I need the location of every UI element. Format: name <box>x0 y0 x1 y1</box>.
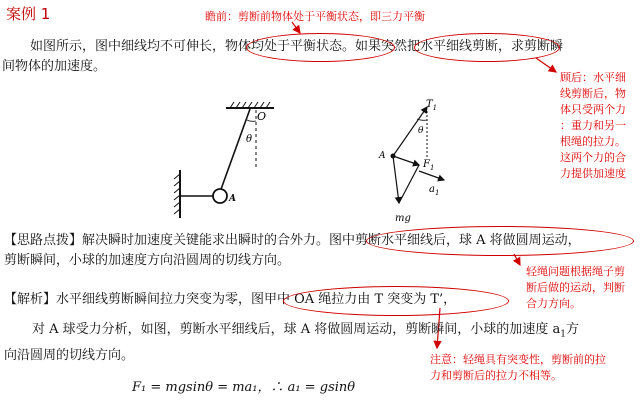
arrow-right-note-1 <box>536 58 556 72</box>
string-oa <box>220 109 253 192</box>
problem-line-2: 间物体的加速度。 <box>2 59 107 74</box>
resultant-f1-arrow <box>393 156 419 165</box>
note-sudden-change: 注意：轻绳具有突变性，剪断前的拉 力和剪断后的拉力不相等。 <box>430 353 606 382</box>
label-force-theta: θ <box>418 126 424 136</box>
highlight-oval-circular-motion <box>366 226 634 256</box>
theta-arc <box>247 120 256 121</box>
figure-force-diagram <box>372 95 462 230</box>
figure-pendulum <box>170 100 280 220</box>
label-theta: θ <box>246 134 253 145</box>
resultant-f1-line <box>399 165 419 203</box>
thinking-line-2: 剪断瞬间，小球的加速度方向沿圆周的切线方向。 <box>4 253 291 268</box>
analysis-line-2: 对 A 球受力分析，如图，剪断水平细线后，球 A 将做圆周运动，剪断瞬间，小球的加速度 $a_1$方 <box>32 322 579 340</box>
arrow-top-note <box>292 22 300 33</box>
analysis-line-1: 【解析】水平细线剪断瞬间拉力突变为零，图甲中 OA 绳拉力由 T 突变为 T’， <box>4 292 457 307</box>
formula: F₁ = mgsinθ = ma₁，∴ a₁ = gsinθ <box>132 380 356 395</box>
highlight-oval-tension-change <box>283 286 509 316</box>
thinking-line-1: 【思路点拨】解决瞬时加速度关键能求出瞬时的合外力。图中剪断水平细线后，球 A 将做圆周运动， <box>4 233 581 248</box>
analysis-line-3: 向沿圆周的切线方向。 <box>4 348 135 363</box>
ball-a <box>213 189 227 203</box>
note-rope-problem: 轻绳问题根据绳子剪 断后做的运动，判断 合力方向。 <box>526 265 625 310</box>
note-after-cut: 顾后：水平细 线剪断后，物 体只受两个力 ：重力和另一 根绳的拉力。 这两个力的合 力提供加速度 <box>560 71 626 180</box>
label-a1: $a_1$ <box>429 184 440 197</box>
label-t1: $T_1$ <box>426 99 438 112</box>
label-f1: $F_1$ <box>423 159 435 172</box>
note-before-cut: 瞻前：剪断前物体处于平衡状态，即三力平衡 <box>205 10 425 23</box>
label-a: A <box>229 194 236 204</box>
label-o: O <box>257 110 267 123</box>
label-mg: mg <box>395 213 411 224</box>
point-a <box>391 154 396 159</box>
gravity-mg-arrow <box>393 156 399 203</box>
acceleration-a1-arrow <box>419 171 444 180</box>
case-title: 案例 1 <box>6 5 51 23</box>
problem-line-1: 如图所示，图中细线均不可伸长，物体均处于平衡状态。如果突然把水平细线剪断，求剪断瞬 <box>30 39 564 54</box>
label-force-a: A <box>379 151 386 161</box>
